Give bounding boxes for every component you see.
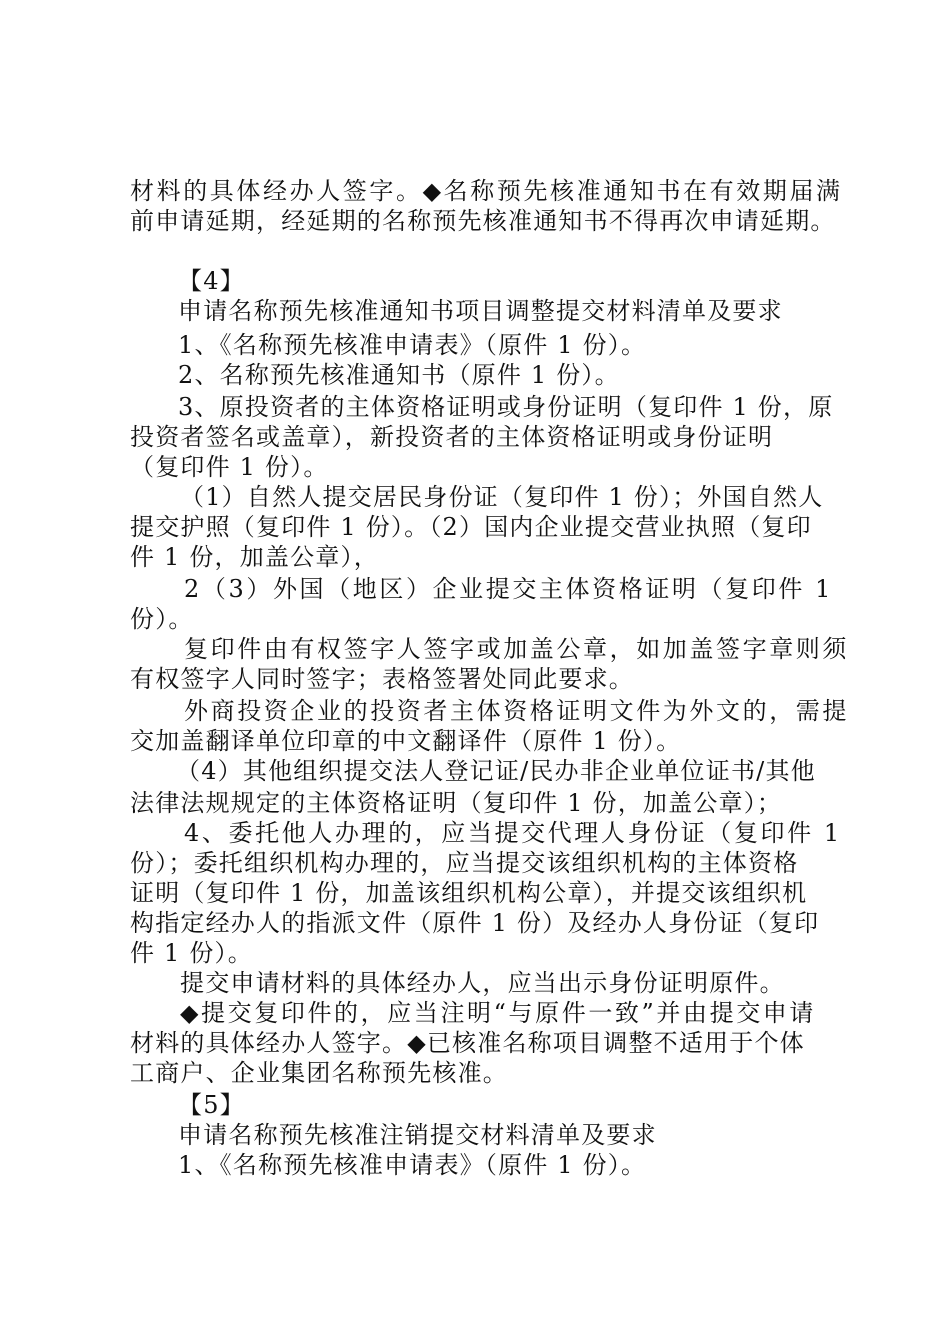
text-line: 份）；委托组织机构办理的，应当提交该组织机构的主体资格: [130, 849, 799, 877]
text-line: （1）自然人提交居民身份证（复印件 1 份）；外国自然人: [180, 483, 824, 511]
text-line: 外商投资企业的投资者主体资格证明文件为外文的，需提: [184, 697, 849, 725]
text-line: 工商户、企业集团名称预先核准。: [130, 1059, 508, 1087]
text-line: 4、委托他人办理的，应当提交代理人身份证（复印件 1: [184, 819, 842, 847]
text-line: （4）其他组织提交法人登记证/民办非企业单位证书/其他: [176, 757, 816, 785]
text-line: 份）。: [130, 605, 194, 633]
text-line: 2、名称预先核准通知书（原件 1 份）。: [178, 361, 620, 389]
text-line: 构指定经办人的指派文件（原件 1 份）及经办人身份证（复印: [130, 909, 820, 937]
text-line: 提交申请材料的具体经办人，应当出示身份证明原件。: [180, 969, 785, 997]
text-line: 3、原投资者的主体资格证明或身份证明（复印件 1 份，原: [178, 393, 834, 421]
text-line: 1、《名称预先核准申请表》（原件 1 份）。: [178, 1151, 647, 1179]
text-line: （复印件 1 份）。: [130, 453, 329, 481]
text-line: 2（3）外国（地区）企业提交主体资格证明（复印件 1: [184, 575, 834, 603]
text-line: ◆提交复印件的，应当注明“与原件一致”并由提交申请: [180, 999, 816, 1027]
text-line: 法律法规规定的主体资格证明（复印件 1 份，加盖公章）；: [130, 789, 783, 817]
section-heading: 【4】: [178, 267, 245, 295]
text-line: 前申请延期，经延期的名称预先核准通知书不得再次申请延期。: [130, 207, 836, 235]
section-title: 申请名称预先核准注销提交材料清单及要求: [178, 1121, 657, 1149]
text-line: 材料的具体经办人签字。◆名称预先核准通知书在有效期届满: [130, 177, 843, 205]
text-line: 复印件由有权签字人签字或加盖公章，如加盖签字章则须: [184, 635, 849, 663]
section-title: 申请名称预先核准通知书项目调整提交材料清单及要求: [178, 297, 783, 325]
text-line: 有权签字人同时签字；表格签署处同此要求。: [130, 665, 634, 693]
section-heading: 【5】: [178, 1091, 245, 1119]
text-line: 证明（复印件 1 份，加盖该组织机构公章），并提交该组织机: [130, 879, 808, 907]
text-line: 1、《名称预先核准申请表》（原件 1 份）。: [178, 331, 647, 359]
text-line: 投资者签名或盖章），新投资者的主体资格证明或身份证明: [130, 423, 774, 451]
text-line: 件 1 份，加盖公章），: [130, 543, 379, 571]
text-line: 件 1 份）。: [130, 939, 253, 967]
text-line: 提交护照（复印件 1 份）。（2）国内企业提交营业执照（复印: [130, 513, 812, 541]
text-line: 材料的具体经办人签字。◆已核准名称项目调整不适用于个体: [130, 1029, 805, 1057]
text-line: 交加盖翻译单位印章的中文翻译件（原件 1 份）。: [130, 727, 682, 755]
